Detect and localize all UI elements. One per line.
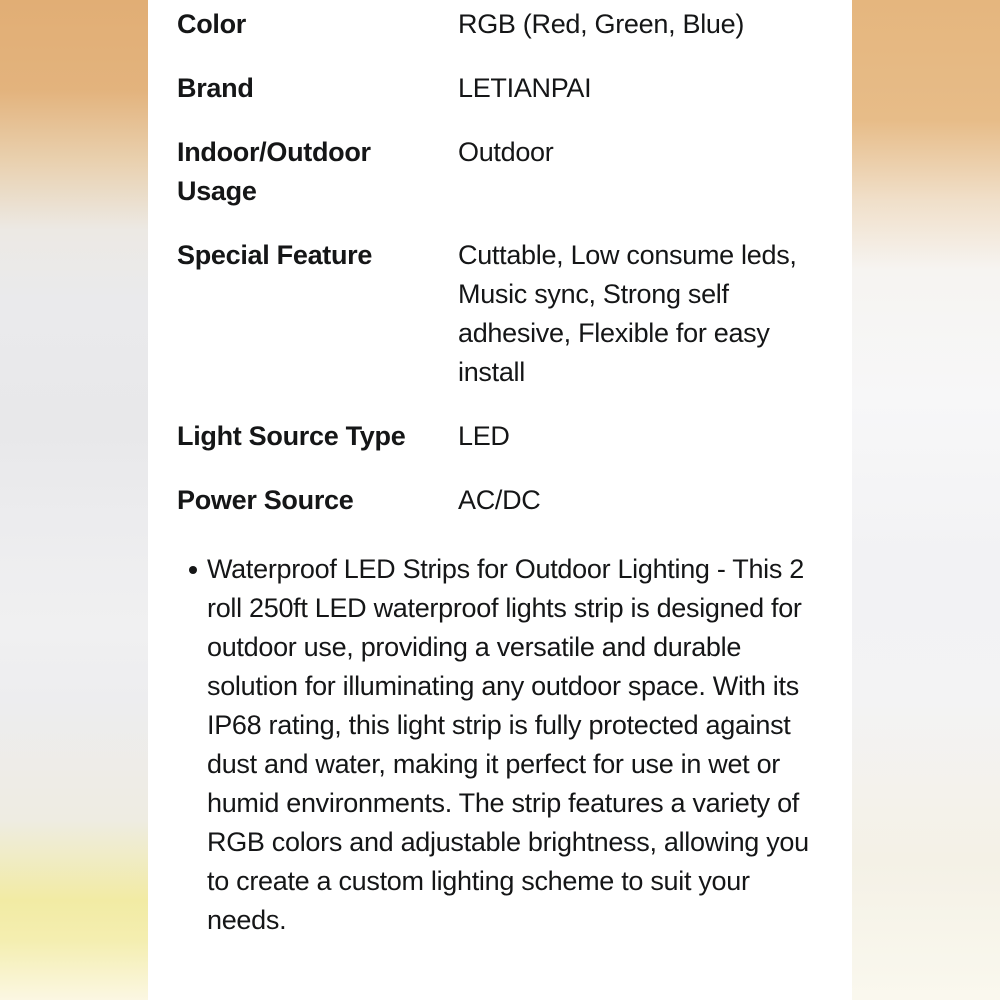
spec-label: Special Feature <box>177 240 373 270</box>
bullet-icon <box>189 566 197 574</box>
spec-value: LETIANPAI <box>458 73 592 103</box>
list-item <box>177 550 824 940</box>
spec-label: Power Source <box>177 485 354 515</box>
background-blur-right <box>852 0 1000 1000</box>
spec-row-light-source-type <box>177 417 824 456</box>
spec-value: Outdoor <box>458 137 554 167</box>
spec-label: Brand <box>177 73 254 103</box>
bullet-text: Waterproof LED Strips for Outdoor Lighting - This 2 roll 250ft LED waterproof lights strip is designed for outdoor use, providing a versatile and durable solution for illuminating any outdoor space. With its IP68 rating, this light strip is fully protected against dust and water, making it perfect for use in wet or humid environments. The strip features a variety of RGB colors and adjustable brightness, allowing you to create a custom lighting scheme to suit your needs. <box>207 554 809 935</box>
spec-value: Cuttable, Low consume leds, Music sync, Strong self adhesive, Flexible for easy install <box>458 240 797 387</box>
spec-value: RGB (Red, Green, Blue) <box>458 9 745 39</box>
product-spec-table <box>177 5 824 520</box>
product-description-bullets <box>177 550 824 940</box>
product-details-panel <box>148 0 852 1000</box>
spec-row-brand <box>177 69 824 108</box>
spec-row-indoor-outdoor-usage <box>177 133 824 211</box>
spec-row-color <box>177 5 824 44</box>
spec-label: Color <box>177 9 246 39</box>
spec-row-power-source <box>177 481 824 520</box>
spec-label: Light Source Type <box>177 421 406 451</box>
spec-value: LED <box>458 421 510 451</box>
background-blur-left <box>0 0 148 1000</box>
spec-value: AC/DC <box>458 485 541 515</box>
spec-label: Indoor/Outdoor Usage <box>177 137 371 206</box>
spec-row-special-feature <box>177 236 824 392</box>
